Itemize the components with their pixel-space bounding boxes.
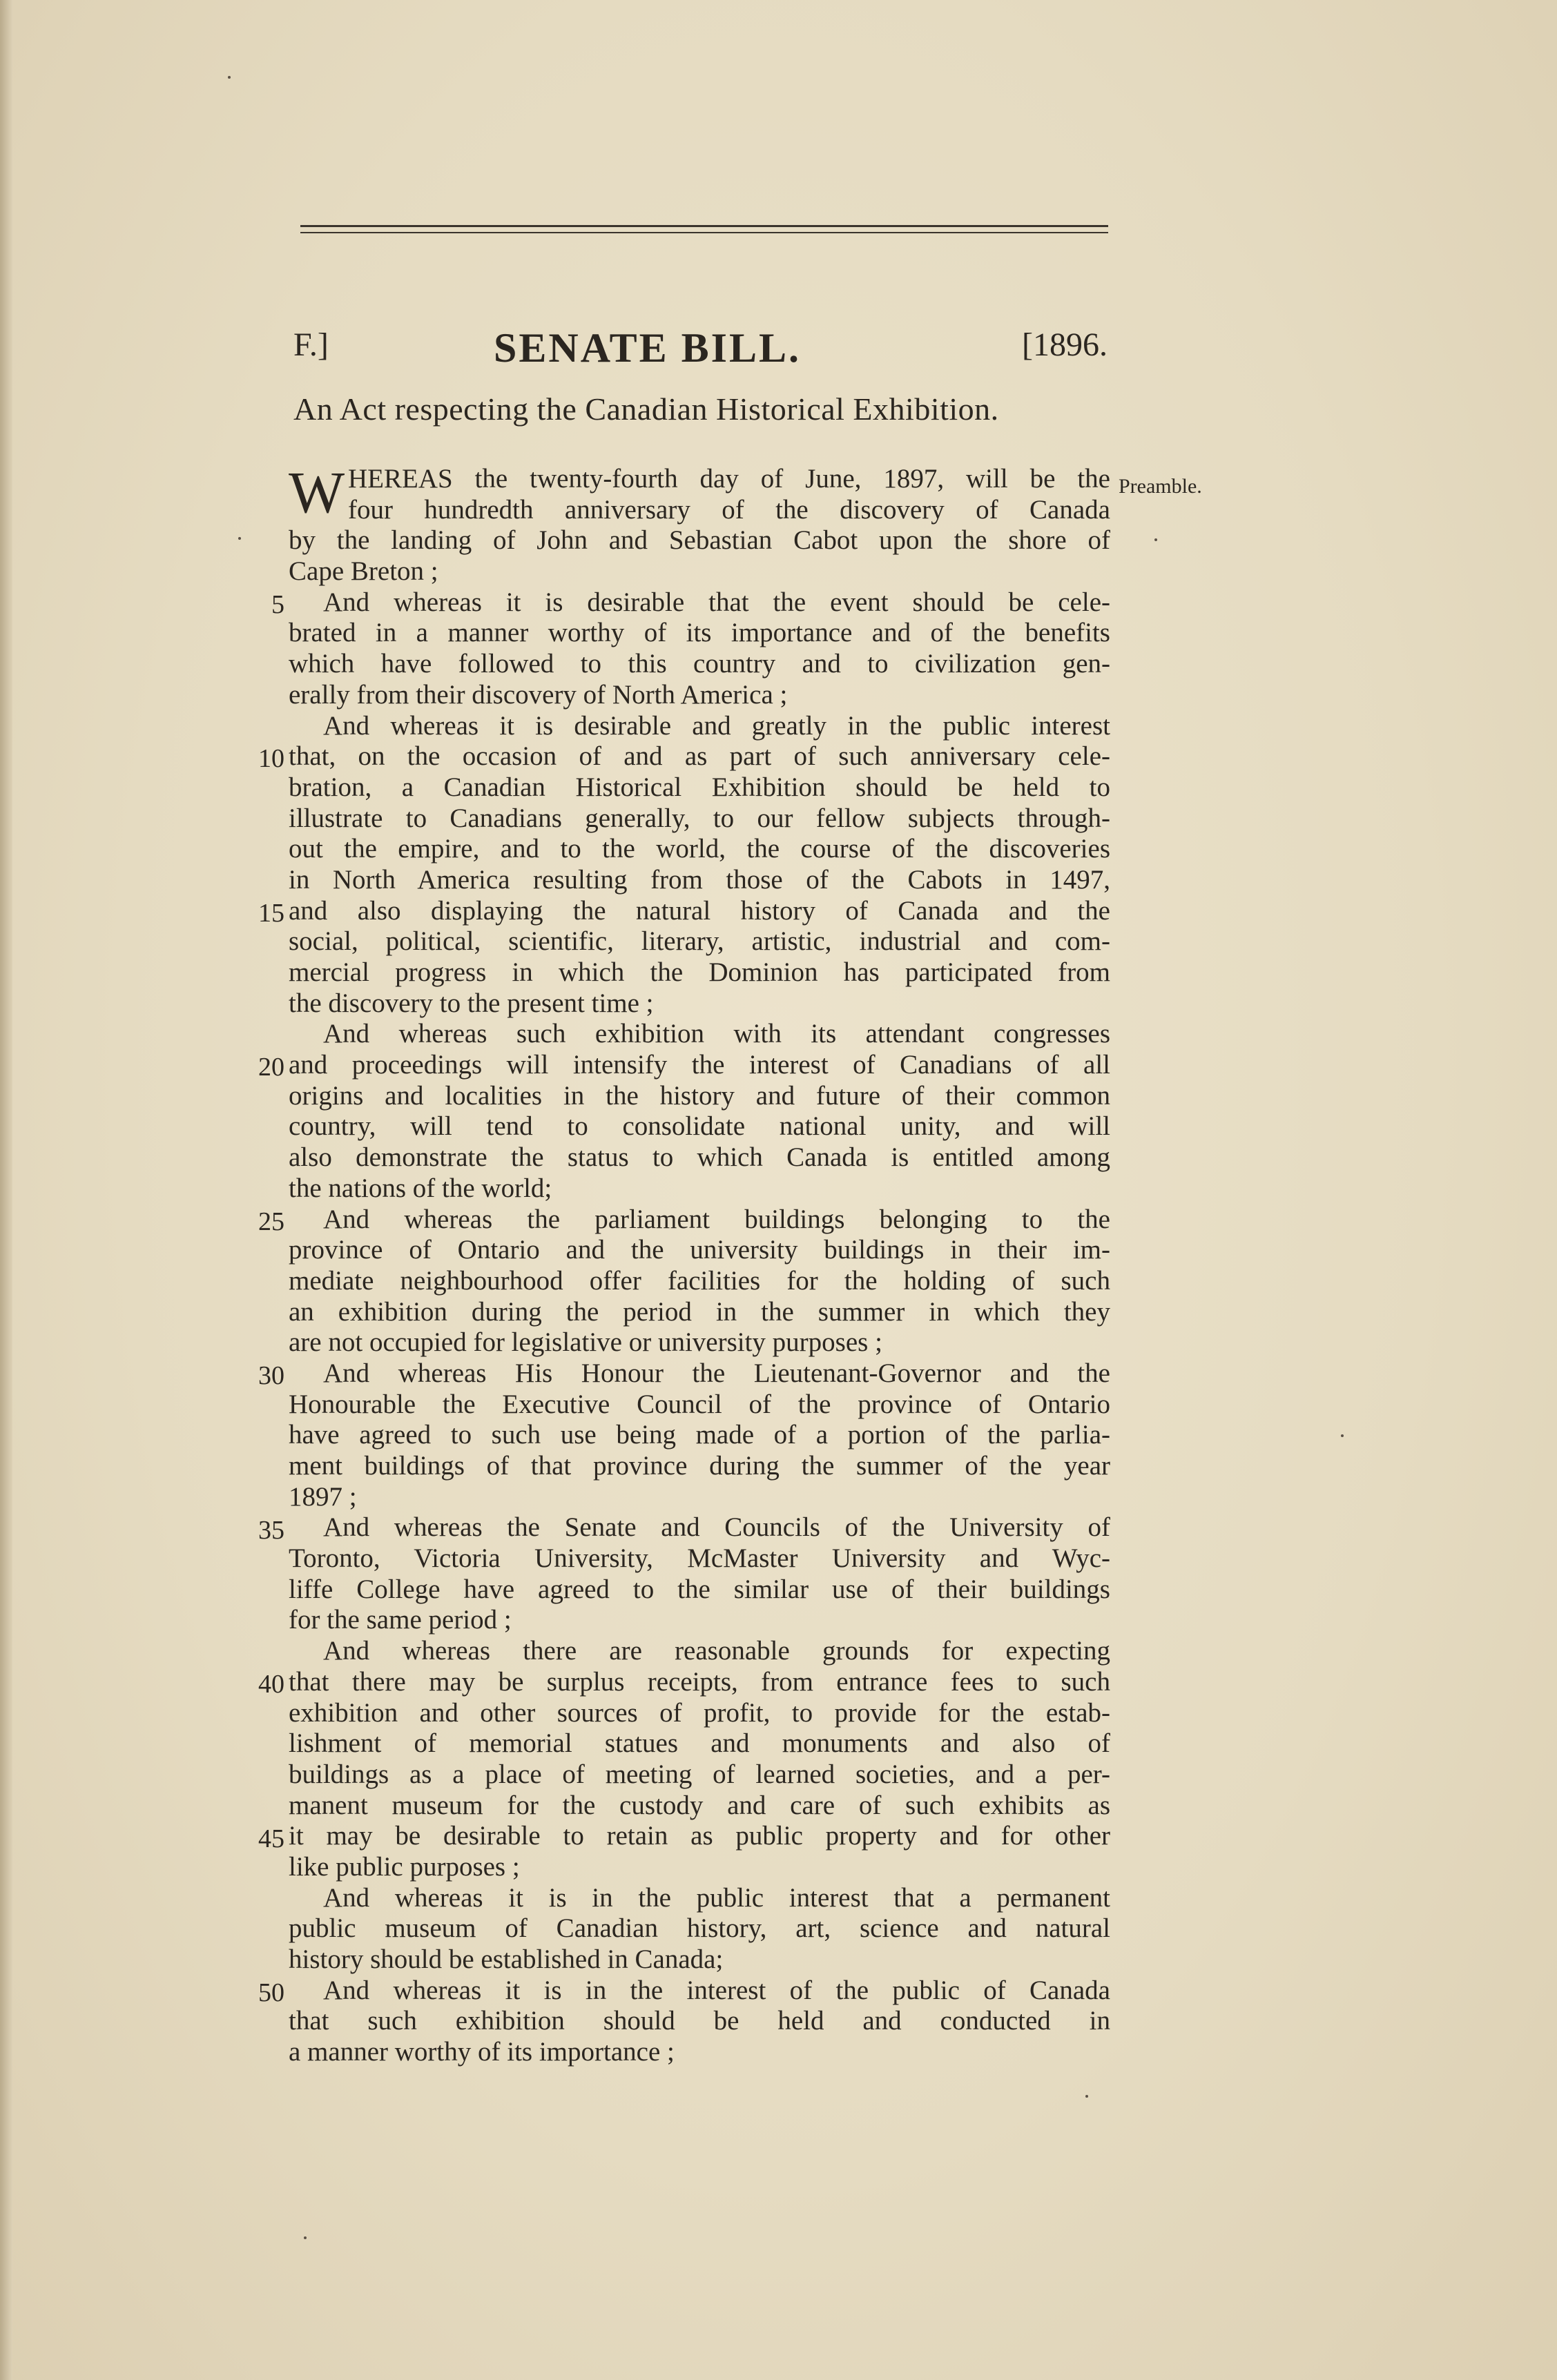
text-line: by the landing of John and Sebastian Cabot upon the shore of xyxy=(289,525,1110,556)
text-line: history should be established in Canada; xyxy=(289,1944,724,1974)
text-line: also demonstrate the status to which Canada is entitled among xyxy=(289,1142,1110,1173)
text-line: mercial progress in which the Dominion has participated from xyxy=(289,957,1110,987)
text-line: the discovery to the present time ; xyxy=(289,988,654,1018)
text-line: And whereas it is desirable that the event should be cele- xyxy=(323,587,1110,617)
line-number: 20 xyxy=(258,1053,284,1082)
line-number: 35 xyxy=(258,1515,284,1545)
line-number: 10 xyxy=(258,744,284,774)
text-line: which have followed to this country and to civilization gen- xyxy=(289,649,1110,679)
text-line: a manner worthy of its importance ; xyxy=(289,2037,675,2067)
text-line: And whereas the Senate and Councils of the University of xyxy=(323,1512,1110,1543)
line-number: 30 xyxy=(258,1361,284,1391)
text-line: brated in a manner worthy of its importance and of the benefits xyxy=(289,618,1110,648)
text-line: Toronto, Victoria University, McMaster University and Wyc- xyxy=(289,1543,1110,1574)
drop-cap: W xyxy=(289,459,345,525)
text-line: have agreed to such use being made of a portion of the parlia- xyxy=(289,1420,1110,1450)
act-title: An Act respecting the Canadian Historical Exhibition. xyxy=(293,391,999,427)
line-number: 5 xyxy=(271,589,284,619)
top-rule-thick xyxy=(300,225,1108,227)
bill-title: SENATE BILL. xyxy=(494,325,802,371)
paper-speck xyxy=(1341,1434,1344,1437)
text-line: are not occupied for legislative or university purposes ; xyxy=(289,1327,882,1358)
text-line: And whereas such exhibition with its attendant congresses xyxy=(323,1019,1110,1049)
paper-speck xyxy=(228,76,231,79)
text-line: And whereas it is desirable and greatly in the public interest xyxy=(323,710,1110,741)
line-number: 25 xyxy=(258,1207,284,1236)
text-line: And whereas His Honour the Lieutenant-Governor and the xyxy=(323,1358,1110,1388)
text-line: four hundredth anniversary of the discovery of Canada xyxy=(348,494,1110,525)
text-line: 1897 ; xyxy=(289,1481,357,1512)
bill-year: [1896. xyxy=(1022,326,1108,363)
text-line: And whereas it is in the interest of the public of Canada xyxy=(323,1975,1110,2005)
text-line: for the same period ; xyxy=(289,1605,512,1635)
paper-speck xyxy=(304,2236,307,2239)
text-line: and proceedings will intensify the interest of Canadians of all xyxy=(289,1050,1110,1080)
text-line: that such exhibition should be held and conducted in xyxy=(289,2006,1110,2036)
paper-speck xyxy=(1154,538,1157,541)
top-rule-thin xyxy=(300,232,1108,233)
text-line: country, will tend to consolidate national unity, and will xyxy=(289,1111,1110,1142)
text-line: ment buildings of that province during the summer of the year xyxy=(289,1451,1110,1481)
text-line: that, on the occasion of and as part of such anniversary cele- xyxy=(289,741,1110,772)
text-line: it may be desirable to retain as public property and for other xyxy=(289,1821,1110,1851)
text-line: mediate neighbourhood offer facilities for the holding of such xyxy=(289,1265,1110,1296)
text-line: Honourable the Executive Council of the province of Ontario xyxy=(289,1389,1110,1419)
text-line: province of Ontario and the university buildings in their im- xyxy=(289,1235,1110,1265)
text-line: liffe College have agreed to the similar use of their buildings xyxy=(289,1574,1110,1604)
page-binding-edge xyxy=(0,0,12,2380)
text-line: exhibition and other sources of profit, to provide for the estab- xyxy=(289,1697,1110,1728)
text-line: And whereas there are reasonable grounds for expecting xyxy=(323,1636,1110,1666)
preamble-text xyxy=(289,459,1110,2068)
marginal-note-preamble: Preamble. xyxy=(1119,475,1202,498)
text-line: HEREAS the twenty-fourth day of June, 1897, will be the xyxy=(348,464,1110,494)
text-line: illustrate to Canadians generally, to our fellow subjects through- xyxy=(289,803,1110,833)
bill-letter: F.] xyxy=(293,326,329,363)
text-line: social, political, scientific, literary, artistic, industrial and com- xyxy=(289,926,1110,957)
line-number: 45 xyxy=(258,1824,284,1853)
text-line: public museum of Canadian history, art, science and natural xyxy=(289,1913,1110,1944)
text-line: lishment of memorial statues and monuments and also of xyxy=(289,1728,1110,1759)
paper-speck xyxy=(238,537,241,540)
text-line: erally from their discovery of North America ; xyxy=(289,679,788,710)
text-line: buildings as a place of meeting of learned societies, and a per- xyxy=(289,1759,1110,1789)
text-line: the nations of the world; xyxy=(289,1173,552,1203)
line-number: 15 xyxy=(258,898,284,928)
text-line: And whereas it is in the public interest that a permanent xyxy=(323,1882,1110,1913)
text-line: in North America resulting from those of the Cabots in 1497, xyxy=(289,864,1110,895)
text-line: and also displaying the natural history of Canada and the xyxy=(289,895,1110,926)
text-line: that there may be surplus receipts, from entrance fees to such xyxy=(289,1666,1110,1697)
text-line: like public purposes ; xyxy=(289,1851,520,1882)
text-line: Cape Breton ; xyxy=(289,556,438,587)
text-line: And whereas the parliament buildings belonging to the xyxy=(323,1204,1110,1234)
text-line: origins and localities in the history and future of their common xyxy=(289,1080,1110,1111)
text-line: an exhibition during the period in the summer in which they xyxy=(289,1296,1110,1327)
paper-speck xyxy=(1085,2095,1088,2098)
text-line: bration, a Canadian Historical Exhibition should be held to xyxy=(289,772,1110,802)
text-line: out the empire, and to the world, the course of the discoveries xyxy=(289,834,1110,864)
text-line: manent museum for the custody and care of such exhibits as xyxy=(289,1790,1110,1820)
line-number: 40 xyxy=(258,1670,284,1699)
line-number: 50 xyxy=(258,1978,284,2008)
